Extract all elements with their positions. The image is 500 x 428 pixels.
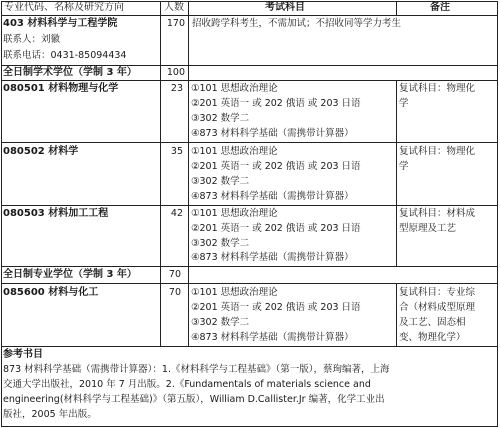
- prof-major-note: 合（材料成型原理: [399, 302, 476, 313]
- rule-left: [1, 1, 2, 427]
- major-note: 复试科目：物理化: [399, 146, 476, 157]
- references-title: 参考书目: [3, 349, 43, 360]
- header-count: 人数: [164, 2, 184, 13]
- rule-col3-major3: [396, 205, 397, 266]
- rule-col3-prof-major: [396, 283, 397, 346]
- major-subject: ③302 数学二: [191, 176, 250, 187]
- major-count: 35: [170, 146, 183, 157]
- rule-col3-head: [396, 1, 397, 15]
- professional-degree-count: 70: [168, 269, 181, 280]
- college-phone: 联系电话：0431-85094434: [3, 50, 127, 61]
- references-line: engineering(材料科学与工程基础)》（第五版），William D.Callister.Jr 编著，化学工业出: [3, 394, 385, 405]
- major-subject: ②201 英语一 或 202 俄语 或 203 日语: [191, 98, 361, 109]
- prof-major-subject: ②201 英语一 或 202 俄语 或 203 日语: [191, 302, 361, 313]
- major-subject: ④873 材料科学基础（需携带计算器）: [191, 191, 354, 202]
- major-name: 080501 材料物理与化学: [3, 83, 119, 94]
- prof-major-note: 变、物理化学）: [399, 332, 466, 343]
- rule-academic-bottom: [1, 80, 498, 81]
- rule-header-bottom: [1, 15, 498, 16]
- major-note: 复试科目：材料成: [399, 208, 476, 219]
- major-subject: ②201 英语一 或 202 俄语 或 203 日语: [191, 223, 361, 234]
- rule-major2-bottom: [1, 205, 498, 206]
- college-note: 招收跨学科考生，不需加试；不招收同等学力考生: [192, 18, 402, 29]
- major-subject: ①101 思想政治理论: [191, 146, 278, 157]
- major-count: 42: [170, 208, 183, 219]
- college-title: 403 材料科学与工程学院: [3, 18, 118, 29]
- major-subject: ③302 数学二: [191, 113, 250, 124]
- prof-major-count: 70: [168, 287, 181, 298]
- major-note: 型原理及工艺: [399, 223, 457, 234]
- rule-col3-major1: [396, 80, 397, 142]
- prof-major-subject: ④873 材料科学基础（需携带计算器）: [191, 332, 354, 343]
- academic-degree-label: 全日制学术学位（学制 3 年）: [3, 67, 137, 78]
- rule-col2: [188, 1, 189, 346]
- references-line: 873 材料科学基础（需携带计算器）：1.《材料科学与工程基础》（第一版），蔡珣编著，上海: [3, 364, 390, 375]
- academic-degree-count: 100: [166, 67, 185, 78]
- major-count: 23: [170, 83, 183, 94]
- major-note: 学: [399, 98, 409, 109]
- references-line: 交通大学出版社，2010 年 7 月出版。2.《Fundamentals of materials science and: [3, 379, 371, 390]
- professional-degree-label: 全日制专业学位（学制 3 年）: [3, 269, 137, 280]
- rule-major1-bottom: [1, 142, 498, 143]
- major-subject: ②201 英语一 或 202 俄语 或 203 日语: [191, 161, 361, 172]
- prof-major-subject: ③302 数学二: [191, 317, 250, 328]
- major-note: 学: [399, 161, 409, 172]
- major-subject: ④873 材料科学基础（需携带计算器）: [191, 128, 354, 139]
- references-line: 版社，2005 年出版。: [3, 409, 97, 420]
- rule-right: [497, 1, 498, 427]
- header-notes: 备注: [430, 2, 450, 13]
- major-name: 080503 材料加工工程: [3, 208, 109, 219]
- prof-major-subject: ①101 思想政治理论: [191, 287, 278, 298]
- major-note: 复试科目：物理化: [399, 83, 476, 94]
- rule-prof-major-bottom: [1, 346, 498, 347]
- college-count: 170: [166, 18, 185, 29]
- rule-bottom: [1, 426, 498, 427]
- major-subject: ①101 思想政治理论: [191, 83, 278, 94]
- major-name: 080502 材料学: [3, 146, 79, 157]
- prof-major-name: 085600 材料与化工: [3, 287, 99, 298]
- college-contact: 联系人：刘徽: [3, 34, 61, 45]
- rule-col3-major2: [396, 142, 397, 205]
- rule-college-bottom: [1, 65, 498, 66]
- major-subject: ①101 思想政治理论: [191, 208, 278, 219]
- header-code: 专业代码、名称及研究方向: [4, 2, 124, 13]
- major-subject: ③302 数学二: [191, 238, 250, 249]
- header-subjects: 考试科目: [265, 2, 305, 13]
- major-subject: ④873 材料科学基础（需携带计算器）: [191, 252, 354, 263]
- prof-major-note: 复试科目：专业综: [399, 287, 476, 298]
- prof-major-note: 及工艺、固态相: [399, 317, 466, 328]
- rule-major3-bottom: [1, 266, 498, 267]
- rule-professional-bottom: [1, 283, 498, 284]
